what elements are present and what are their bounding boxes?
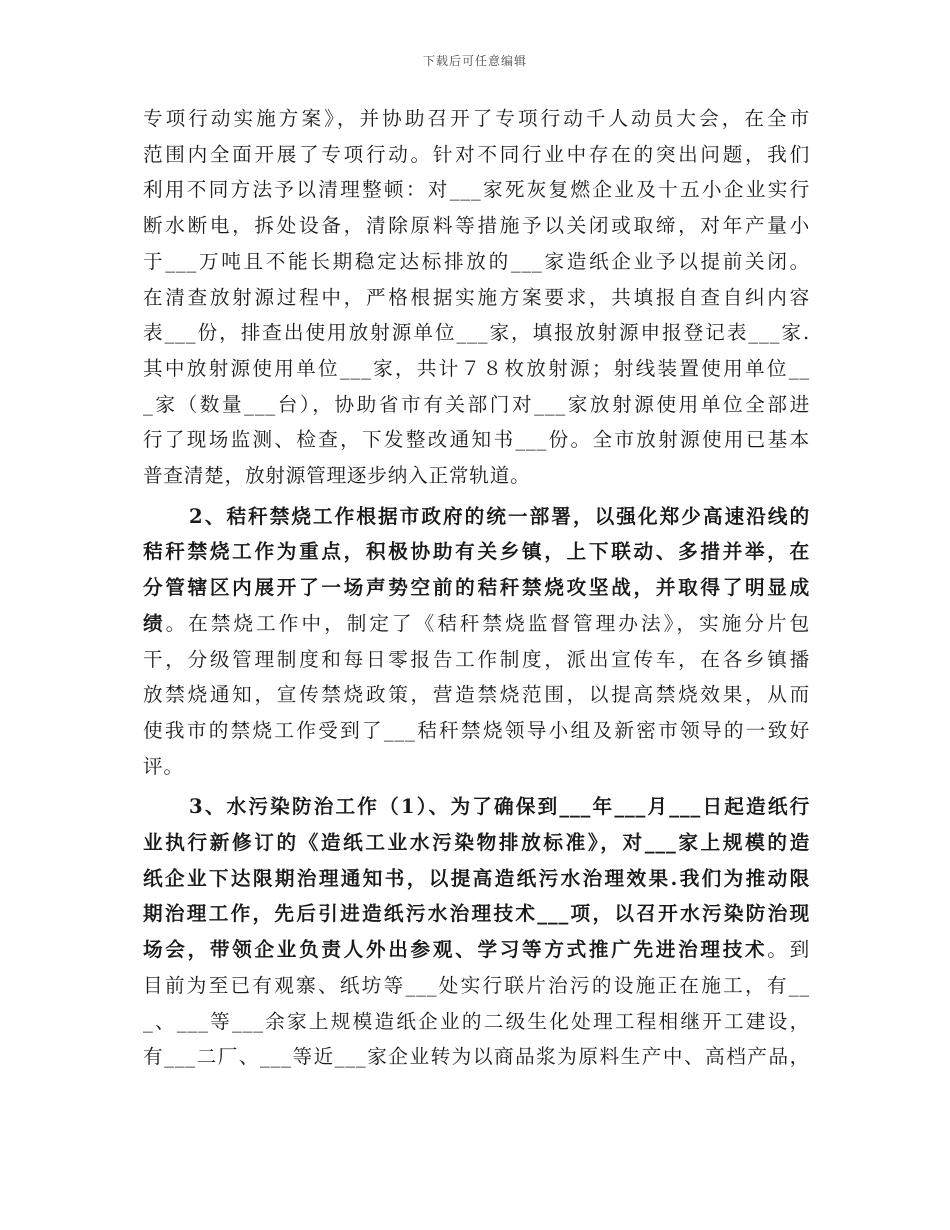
- bold-text-segment: 场会，带领企业负责人外出参观、学习等方式推广先进治理技术: [143, 938, 768, 962]
- text-line: [143, 137, 810, 173]
- text-line: [143, 1004, 810, 1040]
- text-segment: 。到: [767, 938, 810, 962]
- text-segment: 断水断电，拆处设备，清除原料等措施予以关闭或取缔，对年产量小: [143, 214, 810, 238]
- text-line: [143, 422, 810, 458]
- bold-text-segment: 分管辖区内展开了一场声势空前的秸秆禁烧攻坚战，并取得了明显成: [143, 576, 810, 600]
- bold-text-segment: 秸秆禁烧工作为重点，积极协助有关乡镇，上下联动、多措并举，在: [143, 540, 810, 564]
- bold-text-segment: 期治理工作，先后引进造纸污水治理技术___项，以召开水污染防治现: [143, 902, 810, 926]
- text-line: [143, 825, 810, 861]
- text-segment: 目前为至已有观寨、纸坊等___处实行联片治污的设施正在施工，有__: [143, 973, 810, 997]
- text-line: [143, 932, 810, 968]
- text-segment: 利用不同方法予以清理整顿：对___家死灰复燃企业及十五小企业实行: [143, 178, 810, 202]
- text-line: [143, 534, 810, 570]
- text-line: [143, 458, 810, 494]
- text-segment: 行了现场监测、检查，下发整改通知书___份。全市放射源使用已基本: [143, 428, 810, 452]
- text-line: [143, 749, 810, 785]
- text-line: [143, 172, 810, 208]
- text-segment: 其中放射源使用单位___家，共计７８枚放射源；射线装置使用单位__: [143, 356, 810, 380]
- text-segment: 在清查放射源过程中，严格根据实施方案要求，共填报自查自纠内容: [143, 285, 810, 309]
- bold-text-segment: 绩: [143, 611, 166, 635]
- text-line: [189, 499, 810, 535]
- text-line: [143, 387, 810, 423]
- text-segment: 干，分级管理制度和每日零报告工作制度，派出宣传车，在各乡镇播: [143, 647, 810, 671]
- text-segment: 范围内全面开展了专项行动。针对不同行业中存在的突出问题，我们: [143, 142, 810, 166]
- text-line: [143, 677, 810, 713]
- text-segment: 评。: [143, 754, 184, 778]
- text-segment: _、___等___余家上规模造纸企业的二级生化处理工程相继开工建设，: [143, 1009, 810, 1033]
- text-segment: _家（数量___台），协助省市有关部门对___家放射源使用单位全部进: [143, 392, 810, 416]
- text-line: [143, 642, 810, 678]
- text-line: [143, 315, 810, 351]
- bold-text-segment: 2、秸秆禁烧工作根据市政府的统一部署，以强化郑少高速沿线的: [189, 504, 810, 528]
- text-segment: 普查清楚，放射源管理逐步纳入正常轨道。: [143, 464, 531, 487]
- bold-text-segment: 3、水污染防治工作（1）、为了确保到___年___月___日起造纸行: [189, 795, 810, 819]
- text-line: [143, 606, 810, 642]
- text-line: [143, 896, 810, 932]
- text-segment: 专项行动实施方案》，并协助召开了专项行动千人动员大会，在全市: [143, 107, 810, 130]
- text-line: [143, 968, 810, 1004]
- bold-text-segment: 纸企业下达限期治理通知书，以提高造纸污水治理效果.我们为推动限: [143, 866, 810, 890]
- text-line: [143, 1039, 810, 1075]
- text-segment: 表___份，排查出使用放射源单位___家，填报放射源申报登记表___家.: [143, 321, 810, 345]
- text-line: [143, 713, 810, 749]
- page-header: 下载后可任意编辑: [422, 54, 527, 68]
- text-line: [143, 570, 810, 606]
- text-segment: 放禁烧通知，宣传禁烧政策，营造禁烧范围，以提高禁烧效果，从而: [143, 683, 810, 707]
- bold-text-segment: 业执行新修订的《造纸工业水污染物排放标准》，对___家上规模的造: [143, 831, 810, 854]
- text-line: [143, 280, 810, 316]
- text-line: [143, 351, 810, 387]
- text-line: [143, 244, 810, 280]
- text-line: [143, 208, 810, 244]
- text-segment: 有___二厂、___等近___家企业转为以商品浆为原料生产中、高档产品，: [143, 1045, 810, 1069]
- text-line: [143, 861, 810, 897]
- text-line: [143, 101, 810, 137]
- text-line: [189, 789, 810, 825]
- text-segment: 。在禁烧工作中，制定了《秸秆禁烧监督管理办法》，实施分片包: [165, 611, 810, 635]
- text-segment: 于___万吨且不能长期稳定达标排放的___家造纸企业予以提前关闭。: [143, 249, 810, 273]
- text-segment: 使我市的禁烧工作受到了___秸秆禁烧领导小组及新密市领导的一致好: [143, 718, 810, 742]
